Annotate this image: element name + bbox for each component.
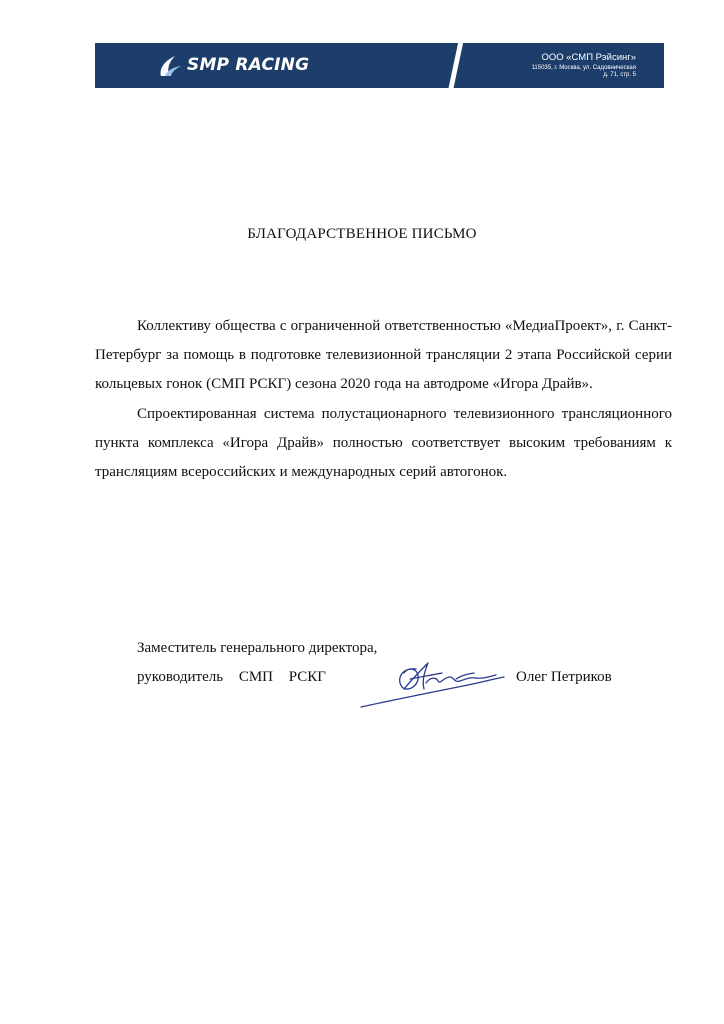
signer-position-line2: руководитель СМП РСКГ (137, 669, 326, 685)
company-address-line2: д. 71, стр. 5 (603, 71, 636, 78)
handwritten-signature (358, 655, 508, 715)
body-paragraph: Коллективу общества с ограниченной ответственностью «МедиаПроект», г. Санкт-Петербург за помощь в подготовке телевизионной трансляции 2 этапа Российской серии кольцевых гонок (СМП РСКГ) сезона 2020 года на автодроме «Игора Драйв». (95, 318, 672, 392)
signer-name: Олег Петриков (516, 669, 612, 685)
signer-position-line1: Заместитель генерального директора, (137, 640, 378, 656)
letter-title: БЛАГОДАРСТВЕННОЕ ПИСЬМО (247, 226, 477, 242)
banner-divider (447, 43, 464, 88)
smp-logo-icon (155, 52, 183, 80)
brand-logo-text: SMP RACING (187, 55, 310, 75)
letter-body (95, 312, 672, 487)
company-details (532, 53, 636, 79)
letterhead-banner (95, 43, 664, 88)
company-name: ООО «СМП Рэйсинг» (541, 52, 636, 63)
body-paragraph: Спроектированная система полустационарного телевизионного трансляционного пункта комплекса «Игора Драйв» полностью соответствует высоким требованиям к трансляциям всероссийских и международных серий автогонок. (95, 406, 672, 480)
company-address-line1: 115035, г. Москва, ул. Садовническая (531, 64, 636, 71)
